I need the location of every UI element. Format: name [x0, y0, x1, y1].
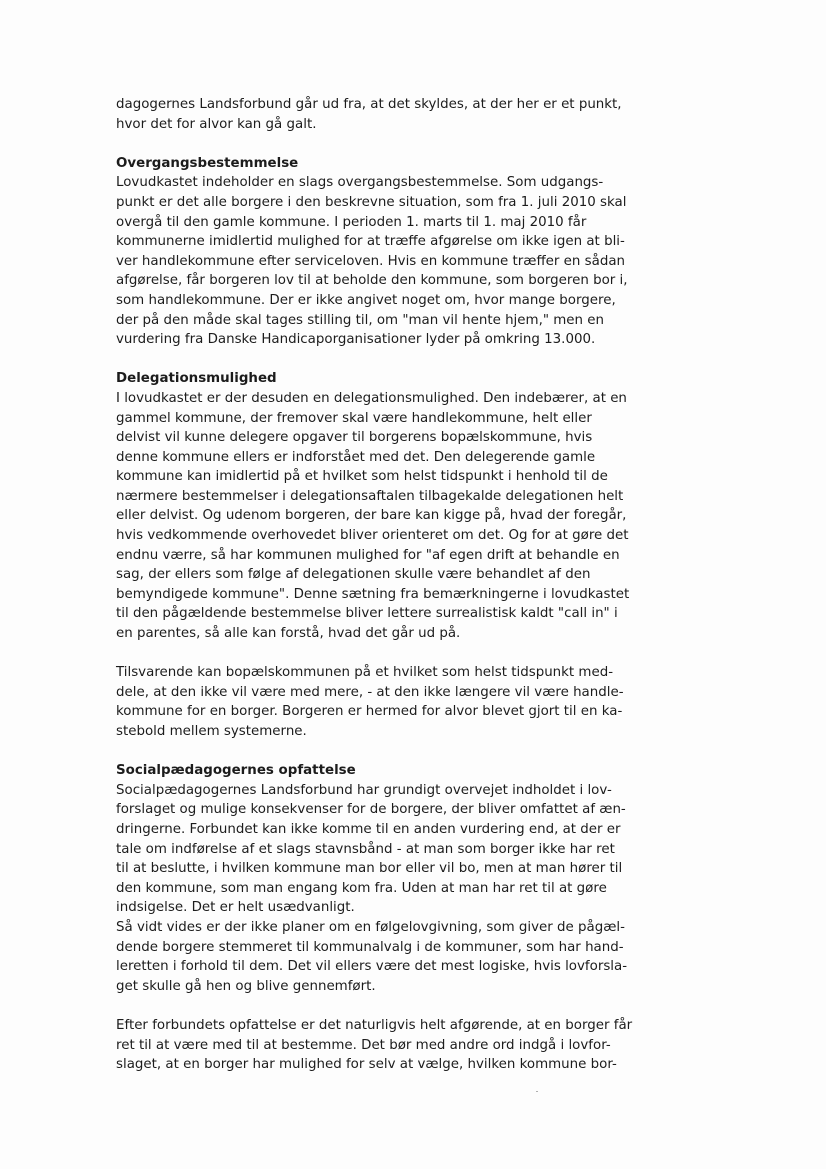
text-line: dagogernes Landsforbund går ud fra, at det skyldes, at der her er et punkt,	[116, 97, 622, 112]
text-line: bemyndigede kommune". Denne sætning fra bemærkningerne i lovudkastet	[116, 586, 630, 602]
text-line: der på den måde skal tages stilling til, om "man vil hente hjem," men en	[116, 312, 604, 328]
text-line: som handlekommune. Der er ikke angivet noget om, hvor mange borgere,	[116, 292, 616, 308]
text-line: denne kommune ellers er indforstået med det. Den delegerende gamle	[116, 449, 596, 465]
text-line: ver handlekommune efter serviceloven. Hvis en kommune træffer en sådan	[116, 253, 626, 269]
document-body	[116, 95, 676, 1075]
paragraph-gap	[116, 996, 676, 1016]
tilsvarende-paragraph	[116, 663, 676, 741]
text-line: dringerne. Forbundet kan ikke komme til en anden vurdering end, at der er	[116, 821, 621, 837]
text-line: leretten i forhold til dem. Det vil ellers være det mest logiske, hvis lovforsla-	[116, 959, 628, 975]
text-line: ret til at være med til at bestemme. Det bør med andre ord indgå i lovfor-	[116, 1037, 611, 1053]
text-line: kommune kan imidlertid på et hvilket som helst tidspunkt i henhold til de	[116, 469, 608, 485]
text-line: hvor det for alvor kan gå galt.	[116, 116, 317, 132]
paragraph-gap	[116, 742, 676, 762]
text-line: delvist vil kunne delegere opgaver til borgerens bopælskommune, hvis	[116, 430, 593, 446]
social-section	[116, 761, 676, 996]
text-line: Tilsvarende kan bopælskommunen på et hvilket som helst tidspunkt med-	[116, 665, 614, 681]
text-line: Efter forbundets opfattelse er det naturligvis helt afgørende, at en borger får	[116, 1017, 633, 1033]
intro-paragraph	[116, 95, 676, 134]
text-line: stebold mellem systemerne.	[116, 724, 307, 739]
delegation-section	[116, 369, 676, 643]
text-line: kommunerne imidlertid mulighed for at træffe afgørelse om ikke igen at bli-	[116, 234, 625, 250]
text-line: dele, at den ikke vil være med mere, - at den ikke længere vil være handle-	[116, 684, 624, 700]
paragraph-gap	[116, 644, 676, 664]
text-line: Så vidt vides er der ikke planer om en følgelovgivning, som giver de pågæl-	[116, 919, 625, 935]
paragraph-gap	[116, 134, 676, 154]
text-line: endnu værre, så har kommunen mulighed for "af egen drift at behandle en	[116, 547, 620, 563]
paragraph-gap	[116, 350, 676, 370]
text-line: punkt er det alle borgere i den beskrevne situation, som fra 1. juli 2010 skal	[116, 194, 627, 210]
text-line: en parentes, så alle kan forstå, hvad det går ud på.	[116, 626, 461, 642]
text-line: den kommune, som man engang kom fra. Uden at man har ret til at gøre	[116, 880, 607, 896]
text-line: gammel kommune, der fremover skal være handlekommune, helt eller	[116, 410, 592, 426]
text-line: afgørelse, får borgeren lov til at beholde den kommune, som borgeren bor i,	[116, 273, 628, 289]
text-line: Socialpædagogernes Landsforbund har grundigt overvejet indholdet i lov-	[116, 782, 612, 798]
text-line: dende borgere stemmeret til kommunalvalg i de kommuner, som har hand-	[116, 939, 624, 955]
text-line: sag, der ellers som følge af delegationen skulle være behandlet af den	[116, 567, 591, 583]
scan-speck	[536, 1091, 538, 1092]
text-line: vurdering fra Danske Handicaporganisationer lyder på omkring 13.000.	[116, 332, 596, 348]
text-line: nærmere bestemmelser i delegationsaftalen tilbagekalde delegationen helt	[116, 488, 624, 504]
text-line: overgå til den gamle kommune. I perioden 1. marts til 1. maj 2010 får	[116, 214, 587, 230]
section-heading: Delegationsmulighed	[116, 371, 277, 387]
text-line: forslaget og mulige konsekvenser for de borgere, der bliver omfattet af æn-	[116, 802, 626, 818]
text-line: eller delvist. Og udenom borgeren, der bare kan kigge på, hvad der foregår,	[116, 508, 627, 524]
text-line: til den pågældende bestemmelse bliver lettere surrealistisk kaldt "call in" i	[116, 606, 618, 622]
text-line: til at beslutte, i hvilken kommune man bor eller vil bo, men at man hører til	[116, 861, 623, 877]
overgang-section	[116, 154, 676, 350]
section-heading: Socialpædagogernes opfattelse	[116, 763, 356, 779]
text-line: hvis vedkommende overhovedet bliver orienteret om det. Og for at gøre det	[116, 528, 629, 544]
text-line: slaget, at en borger har mulighed for selv at vælge, hvilken kommune bor-	[116, 1057, 617, 1073]
closing-paragraph	[116, 1016, 676, 1075]
text-line: kommune for en borger. Borgeren er hermed for alvor blevet gjort til en ka-	[116, 704, 623, 720]
text-line: Lovudkastet indeholder en slags overgangsbestemmelse. Som udgangs-	[116, 175, 604, 191]
text-line: I lovudkastet er der desuden en delegationsmulighed. Den indebærer, at en	[116, 390, 627, 406]
text-line: tale om indførelse af et slags stavnsbånd - at man som borger ikke har ret	[116, 841, 615, 857]
section-heading: Overgangsbestemmelse	[116, 155, 299, 171]
text-line: get skulle gå hen og blive gennemført.	[116, 978, 376, 994]
text-line: indsigelse. Det er helt usædvanligt.	[116, 900, 355, 916]
